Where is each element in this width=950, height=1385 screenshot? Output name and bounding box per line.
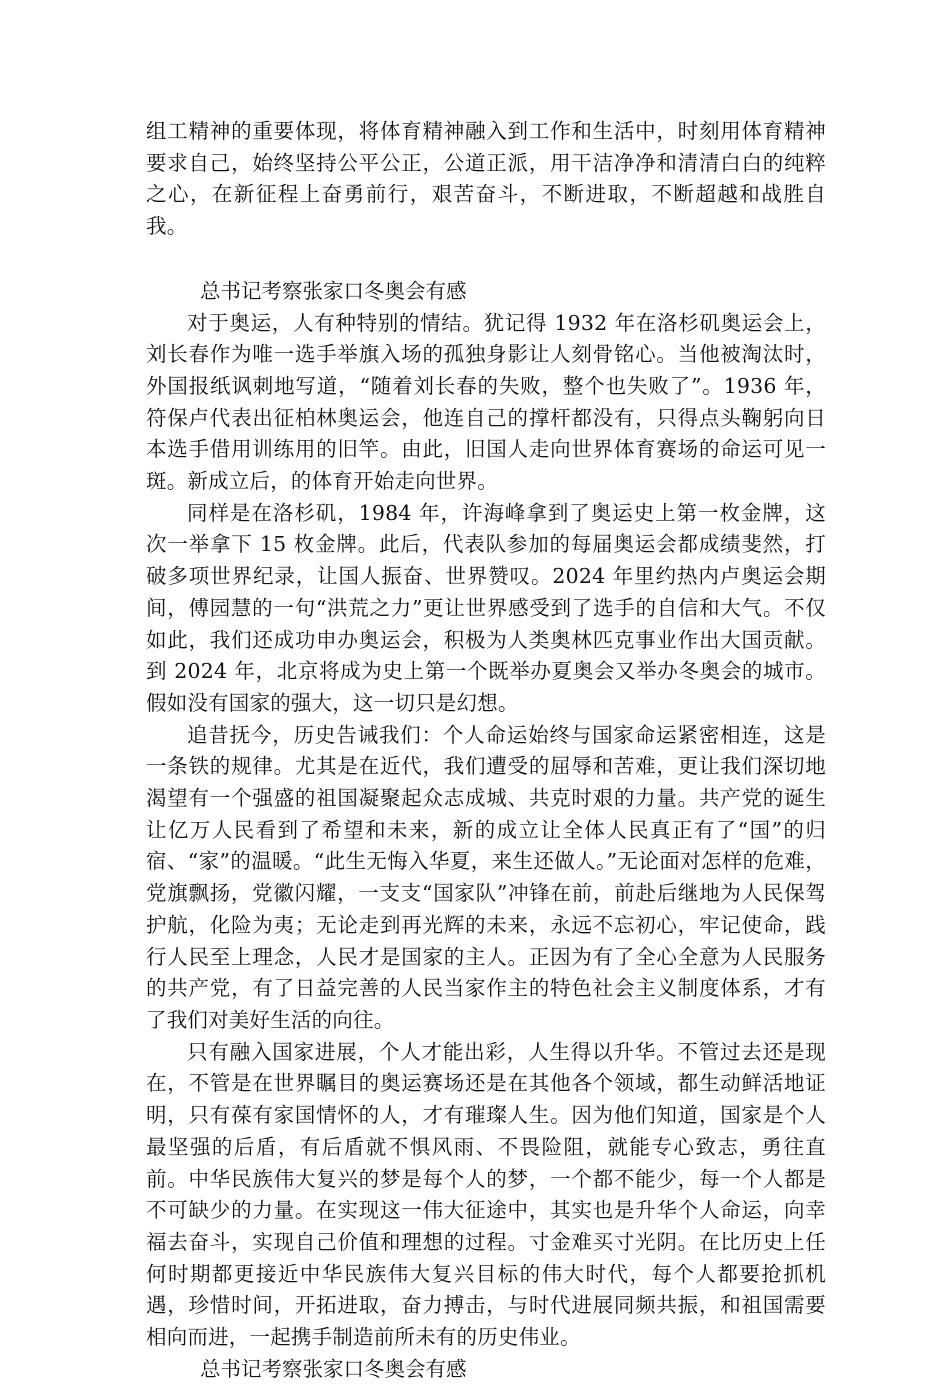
section-gap: [146, 243, 826, 276]
body-paragraph-3: 追昔抚今，历史告诫我们：个人命运始终与国家命运紧密相连，这是一条铁的规律。尤其是在近代，我们遭受的屈辱和苦难，更让我们深切地渴望有一个强盛的祖国凝聚起众志成城、共克时艰的力量。共产党的诞生让亿万人民看到了希望和未来，新的成立让全体人民真正有了“国”的归宿、“家”的温暖。“此生无悔入华夏，来生还做人。”无论面对怎样的危难，党旗飘扬，党徽闪耀，一支支“国家队”冲锋在前，前赴后继地为人民保驾护航，化险为夷；无论走到再光辉的未来，永远不忘初心，牢记使命，践行人民至上理念，人民才是国家的主人。正因为有了全心全意为人民服务的共产党，有了日益完善的人民当家作主的特色社会主义制度体系，才有了我们对美好生活的向往。: [146, 722, 826, 1032]
intro-paragraph: 组工精神的重要体现，将体育精神融入到工作和生活中，时刻用体育精神要求自己，始终坚持公平公正，公道正派，用干洁净净和清清白白的纯粹之心，在新征程上奋勇前行，艰苦奋斗，不断进取，不断超越和战胜自我。: [146, 119, 826, 239]
section-title: 总书记考察张家口冬奥会有感: [200, 278, 467, 303]
body-paragraph-1: 对于奥运，人有种特别的情结。犹记得 1932 年在洛杉矶奥运会上，刘长春作为唯一选手举旗入场的孤独身影让人刻骨铭心。当他被淘汰时，外国报纸讽刺地写道，“随着刘长春的失败，整个也失败了”。1936 年，符保卢代表出征柏林奥运会，他连自己的撑杆都没有，只得点头鞠躬向日本选手借用训练用的旧竿。由此，旧国人走向世界体育赛场的命运可见一斑。新成立后，的体育开始走向世界。: [146, 310, 826, 494]
body-paragraph-2: 同样是在洛杉矶，1984 年，许海峰拿到了奥运史上第一枚金牌，这次一举拿下 15 枚金牌。此后，代表队参加的每届奥运会都成绩斐然，打破多项世界纪录，让国人振奋、世界赞叹。2024 年里约热内卢奥运会期间，傅园慧的一句“洪荒之力”更让世界感受到了选手的自信和大气。不仅如此，我们还成功申办奥运会，积极为人类奥林匹克事业作出大国贡献。到 2024 年，北京将成为史上第一个既举办夏奥会又举办冬奥会的城市。假如没有国家的强大，这一切只是幻想。: [146, 500, 826, 715]
document-page: [146, 116, 826, 1385]
footer-title: 总书记考察张家口冬奥会有感: [200, 1356, 467, 1381]
body-paragraph-4: 只有融入国家进展，个人才能出彩，人生得以升华。不管过去还是现在，不管是在世界瞩目的奥运赛场还是在其他各个领域，都生动鲜活地证明，只有葆有家国情怀的人，才有璀璨人生。因为他们知道，国家是个人最坚强的后盾，有后盾就不惧风雨、不畏险阻，就能专心致志，勇往直前。中华民族伟大复兴的梦是每个人的梦，一个都不能少，每一个人都是不可缺少的力量。在实现这一伟大征途中，其实也是升华个人命运，向幸福去奋斗，实现自己价值和理想的过程。寸金难买寸光阴。在比历史上任何时期都更接近中华民族伟大复兴目标的伟大时代，每个人都要抢抓机遇，珍惜时间，开拓进取，奋力搏击，与时代进展同频共振，和祖国需要相向而进，一起携手制造前所未有的历史伟业。: [146, 1039, 826, 1350]
